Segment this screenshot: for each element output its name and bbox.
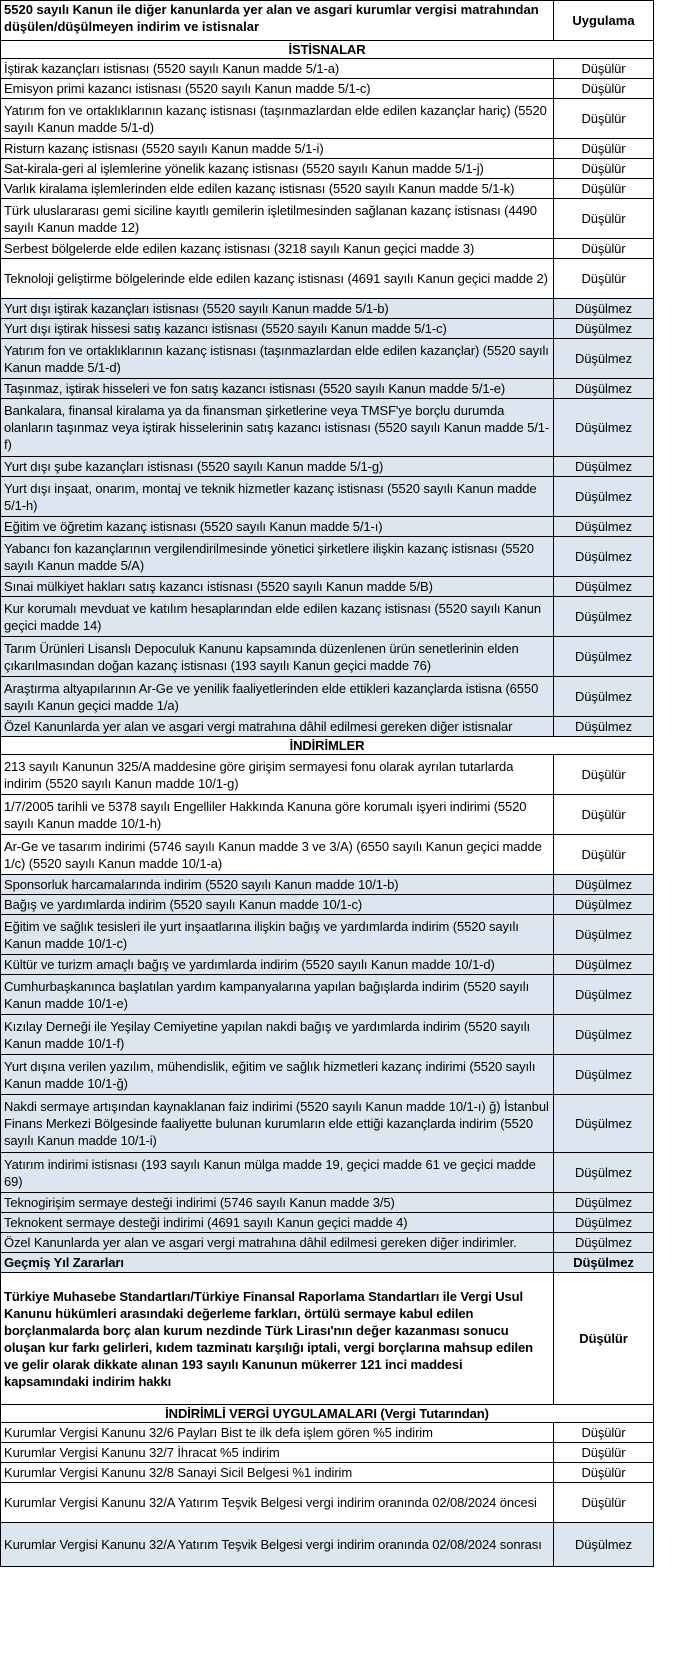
table-row [1, 319, 654, 339]
table-row [1, 159, 654, 179]
item-application: Düşülmez [554, 875, 654, 895]
table-row [1, 1233, 654, 1253]
item-description: Yurt dışı iştirak kazançları istisnası (5520 sayılı Kanun madde 5/1-b) [1, 299, 554, 319]
item-description: Kurumlar Vergisi Kanunu 32/A Yatırım Teşvik Belgesi vergi indirim oranında 02/08/2024 sonrası [1, 1523, 554, 1567]
item-application: Düşülmez [554, 1015, 654, 1055]
item-description: Ar-Ge ve tasarım indirimi (5746 sayılı Kanun madde 3 ve 3/A) (6550 sayılı Kanun geçici madde 1/c) (5520 sayılı Kanun madde 10/1-a) [1, 835, 554, 875]
table-row [1, 79, 654, 99]
table-row [1, 915, 654, 955]
table-row [1, 1055, 654, 1095]
item-description: 213 sayılı Kanunun 325/A maddesine göre girişim sermayesi fonu olarak ayrılan tutarlarda indirim (5520 sayılı Kanun madde 10/1-g) [1, 755, 554, 795]
item-application: Düşülür [554, 179, 654, 199]
table-row [1, 955, 654, 975]
item-description: Kurumlar Vergisi Kanunu 32/A Yatırım Teşvik Belgesi vergi indirim oranında 02/08/2024 öncesi [1, 1483, 554, 1523]
item-description: Risturn kazanç istisnası (5520 sayılı Kanun madde 5/1-i) [1, 139, 554, 159]
item-application: Düşülür [554, 1483, 654, 1523]
item-description: Kültür ve turizm amaçlı bağış ve yardımlarda indirim (5520 sayılı Kanun madde 10/1-d) [1, 955, 554, 975]
item-application: Düşülmez [554, 299, 654, 319]
item-description: Yurt dışı iştirak hissesi satış kazancı istisnası (5520 sayılı Kanun madde 5/1-c) [1, 319, 554, 339]
table-row [1, 1483, 654, 1523]
section-header-row [1, 41, 654, 59]
table-row [1, 1213, 654, 1233]
table-row [1, 1015, 654, 1055]
item-application: Düşülür [554, 139, 654, 159]
item-description: Tarım Ürünleri Lisanslı Depoculuk Kanunu kapsamında düzenlenen ürün senetlerinin elden çıkarılmasından doğan kazanç istisnası (193 sayılı Kanun geçici madde 76) [1, 637, 554, 677]
item-description: Teknokent sermaye desteği indirimi (4691 sayılı Kanun geçici madde 4) [1, 1213, 554, 1233]
table-row [1, 537, 654, 577]
item-application: Düşülür [554, 159, 654, 179]
item-description: Bankalara, finansal kiralama ya da finansman şirketlerine veya TMSF'ye borçlu durumda olanların taşınmaz veya iştirak hisselerinin satış kazancı istisnası (5520 sayılı Kanun madde 5/1-f) [1, 399, 554, 457]
table-row [1, 975, 654, 1015]
table-row [1, 1153, 654, 1193]
item-description: Yurt dışı inşaat, onarım, montaj ve teknik hizmetler kazanç istisnası (5520 sayılı Kanun madde 5/1-h) [1, 477, 554, 517]
item-application: Düşülmez [554, 637, 654, 677]
item-application: Düşülmez [554, 677, 654, 717]
item-description: Kurumlar Vergisi Kanunu 32/8 Sanayi Sicil Belgesi %1 indirim [1, 1463, 554, 1483]
item-description: Bağış ve yardımlarda indirim (5520 sayılı Kanun madde 10/1-c) [1, 895, 554, 915]
item-description: Nakdi sermaye artışından kaynaklanan faiz indirimi (5520 sayılı Kanun madde 10/1-ı) ğ) İstanbul Finans Merkezi Bölgesinde faaliyette bulunan kurumların elde ettiği kazançlarda indirim (5520 sayılı Kanun madde 10/1-i) [1, 1095, 554, 1153]
item-description: 1/7/2005 tarihli ve 5378 sayılı Engelliler Hakkında Kanuna göre korumalı işyeri indirimi (5520 sayılı Kanun madde 10/1-h) [1, 795, 554, 835]
item-description: Varlık kiralama işlemlerinden elde edilen kazanç istisnası (5520 sayılı Kanun madde 5/1-k) [1, 179, 554, 199]
table-row [1, 517, 654, 537]
item-description: Eğitim ve öğretim kazanç istisnası (5520 sayılı Kanun madde 5/1-ı) [1, 517, 554, 537]
item-description: Eğitim ve sağlık tesisleri ile yurt inşaatlarına ilişkin bağış ve yardımlarda indirim (5520 sayılı Kanun madde 10/1-c) [1, 915, 554, 955]
item-application: Düşülür [554, 79, 654, 99]
table-row [1, 139, 654, 159]
item-application: Düşülmez [554, 1253, 654, 1273]
item-application: Düşülmez [554, 537, 654, 577]
item-description: Türkiye Muhasebe Standartları/Türkiye Finansal Raporlama Standartları ile Vergi Usul Kanunu hükümleri arasındaki değerleme farkları, örtülü sermaye kabul edilen borçlanmalarda borç alan kurum nezdinde Türk Lirası'nın değer kazanması sonucu oluşan kur farkı gelirleri, kıdem tazminatı karşılığı iptali, vergi borçlarına mahsup edilen ve gelir olarak dikkate alınan 193 sayılı Kanunun mükerrer 121 inci maddesi kapsamındaki indirim hakkı [1, 1273, 554, 1405]
item-application: Düşülmez [554, 1213, 654, 1233]
item-description: Sınai mülkiyet hakları satış kazancı istisnası (5520 sayılı Kanun madde 5/B) [1, 577, 554, 597]
table-row [1, 717, 654, 737]
item-application: Düşülür [554, 835, 654, 875]
item-application: Düşülmez [554, 399, 654, 457]
table-row [1, 457, 654, 477]
table-title: 5520 sayılı Kanun ile diğer kanunlarda yer alan ve asgari kurumlar vergisi matrahından düşülen/düşülmeyen indirim ve istisnalar [1, 1, 554, 41]
item-application: Düşülmez [554, 477, 654, 517]
table-row [1, 59, 654, 79]
item-application: Düşülmez [554, 955, 654, 975]
item-application: Düşülmez [554, 457, 654, 477]
section-title: İNDİRİMLER [1, 737, 654, 755]
item-description: Kızılay Derneği ile Yeşilay Cemiyetine yapılan nakdi bağış ve yardımlarda indirim (5520 sayılı Kanun madde 10/1-f) [1, 1015, 554, 1055]
table-row [1, 577, 654, 597]
item-application: Düşülmez [554, 339, 654, 379]
item-application: Düşülür [554, 239, 654, 259]
item-application: Düşülür [554, 59, 654, 79]
item-description: Geçmiş Yıl Zararları [1, 1253, 554, 1273]
item-description: Teknoloji geliştirme bölgelerinde elde edilen kazanç istisnası (4691 sayılı Kanun geçici madde 2) [1, 259, 554, 299]
item-description: Emisyon primi kazancı istisnası (5520 sayılı Kanun madde 5/1-c) [1, 79, 554, 99]
item-application: Düşülmez [554, 1153, 654, 1193]
column-header-uygulama: Uygulama [554, 1, 654, 41]
table-row [1, 1273, 654, 1405]
table-row [1, 1443, 654, 1463]
table-row [1, 1095, 654, 1153]
table-row [1, 1193, 654, 1213]
table-row [1, 637, 654, 677]
section-header-row [1, 1405, 654, 1423]
item-application: Düşülür [554, 795, 654, 835]
item-application: Düşülür [554, 1423, 654, 1443]
item-description: Yatırım indirimi istisnası (193 sayılı Kanun mülga madde 19, geçici madde 61 ve geçici madde 69) [1, 1153, 554, 1193]
table-row [1, 755, 654, 795]
item-description: Taşınmaz, iştirak hisseleri ve fon satış kazancı istisnası (5520 sayılı Kanun madde 5/1-e) [1, 379, 554, 399]
item-application: Düşülmez [554, 319, 654, 339]
item-description: Türk uluslararası gemi siciline kayıtlı gemilerin işletilmesinden sağlanan kazanç istisnası (4490 sayılı Kanun madde 12) [1, 199, 554, 239]
item-application: Düşülmez [554, 1523, 654, 1567]
item-description: Sat-kirala-geri al işlemlerine yönelik kazanç istisnası (5520 sayılı Kanun madde 5/1-j) [1, 159, 554, 179]
item-application: Düşülmez [554, 895, 654, 915]
item-description: Yurt dışı şube kazançları istisnası (5520 sayılı Kanun madde 5/1-g) [1, 457, 554, 477]
table-row [1, 99, 654, 139]
item-application: Düşülür [554, 755, 654, 795]
item-description: Kurumlar Vergisi Kanunu 32/6 Payları Bist te ilk defa işlem gören %5 indirim [1, 1423, 554, 1443]
item-application: Düşülür [554, 199, 654, 239]
table-row [1, 477, 654, 517]
item-description: Sponsorluk harcamalarında indirim (5520 sayılı Kanun madde 10/1-b) [1, 875, 554, 895]
table-body [1, 41, 654, 1567]
table-row [1, 895, 654, 915]
table-row [1, 1523, 654, 1567]
item-description: Araştırma altyapılarının Ar-Ge ve yenilik faaliyetlerinden elde ettikleri kazançlarda istisna (6550 sayılı Kanun geçici madde 1/a) [1, 677, 554, 717]
item-application: Düşülmez [554, 1233, 654, 1253]
item-application: Düşülmez [554, 577, 654, 597]
item-description: Özel Kanunlarda yer alan ve asgari vergi matrahına dâhil edilmesi gereken diğer istisnalar [1, 717, 554, 737]
item-application: Düşülür [554, 1273, 654, 1405]
table-row [1, 1253, 654, 1273]
item-application: Düşülür [554, 1443, 654, 1463]
table-row [1, 399, 654, 457]
item-application: Düşülmez [554, 1193, 654, 1213]
item-application: Düşülür [554, 1463, 654, 1483]
section-title: İSTİSNALAR [1, 41, 654, 59]
item-description: Kurumlar Vergisi Kanunu 32/7 İhracat %5 indirim [1, 1443, 554, 1463]
item-description: Teknogirişim sermaye desteği indirimi (5746 sayılı Kanun madde 3/5) [1, 1193, 554, 1213]
table-row [1, 875, 654, 895]
table-row [1, 199, 654, 239]
item-description: Kur korumalı mevduat ve katılım hesaplarından elde edilen kazanç istisnası (5520 sayılı Kanun geçici madde 14) [1, 597, 554, 637]
item-application: Düşülür [554, 259, 654, 299]
table-row [1, 259, 654, 299]
item-description: Yatırım fon ve ortaklıklarının kazanç istisnası (taşınmazlardan elde edilen kazançlar hariç) (5520 sayılı Kanun madde 5/1-d) [1, 99, 554, 139]
item-description: Yatırım fon ve ortaklıklarının kazanç istisnası (taşınmazlardan elde edilen kazançlar) (5520 sayılı Kanun madde 5/1-d) [1, 339, 554, 379]
table-row [1, 795, 654, 835]
item-description: Yabancı fon kazançlarının vergilendirilmesinde yönetici şirketlere ilişkin kazanç istisnası (5520 sayılı Kanun madde 5/A) [1, 537, 554, 577]
table-row [1, 179, 654, 199]
table-row [1, 835, 654, 875]
item-application: Düşülmez [554, 915, 654, 955]
table-row [1, 299, 654, 319]
table-row [1, 339, 654, 379]
table-row [1, 677, 654, 717]
item-application: Düşülmez [554, 717, 654, 737]
item-application: Düşülür [554, 99, 654, 139]
item-application: Düşülmez [554, 975, 654, 1015]
item-application: Düşülmez [554, 379, 654, 399]
section-header-row [1, 737, 654, 755]
item-description: İştirak kazançları istisnası (5520 sayılı Kanun madde 5/1-a) [1, 59, 554, 79]
table-row [1, 379, 654, 399]
table-row [1, 597, 654, 637]
item-description: Özel Kanunlarda yer alan ve asgari vergi matrahına dâhil edilmesi gereken diğer indirimler. [1, 1233, 554, 1253]
item-description: Cumhurbaşkanınca başlatılan yardım kampanyalarına yapılan bağışlarda indirim (5520 sayılı Kanun madde 10/1-e) [1, 975, 554, 1015]
table-row [1, 1463, 654, 1483]
item-description: Yurt dışına verilen yazılım, mühendislik, eğitim ve sağlık hizmetleri kazanç indirimi (5520 sayılı Kanun madde 10/1-ğ) [1, 1055, 554, 1095]
item-application: Düşülmez [554, 1055, 654, 1095]
item-application: Düşülmez [554, 517, 654, 537]
section-title: İNDİRİMLİ VERGİ UYGULAMALARI (Vergi Tutarından) [1, 1405, 654, 1423]
table-row [1, 1423, 654, 1443]
item-application: Düşülmez [554, 597, 654, 637]
table-row [1, 239, 654, 259]
item-application: Düşülmez [554, 1095, 654, 1153]
item-description: Serbest bölgelerde elde edilen kazanç istisnası (3218 sayılı Kanun geçici madde 3) [1, 239, 554, 259]
